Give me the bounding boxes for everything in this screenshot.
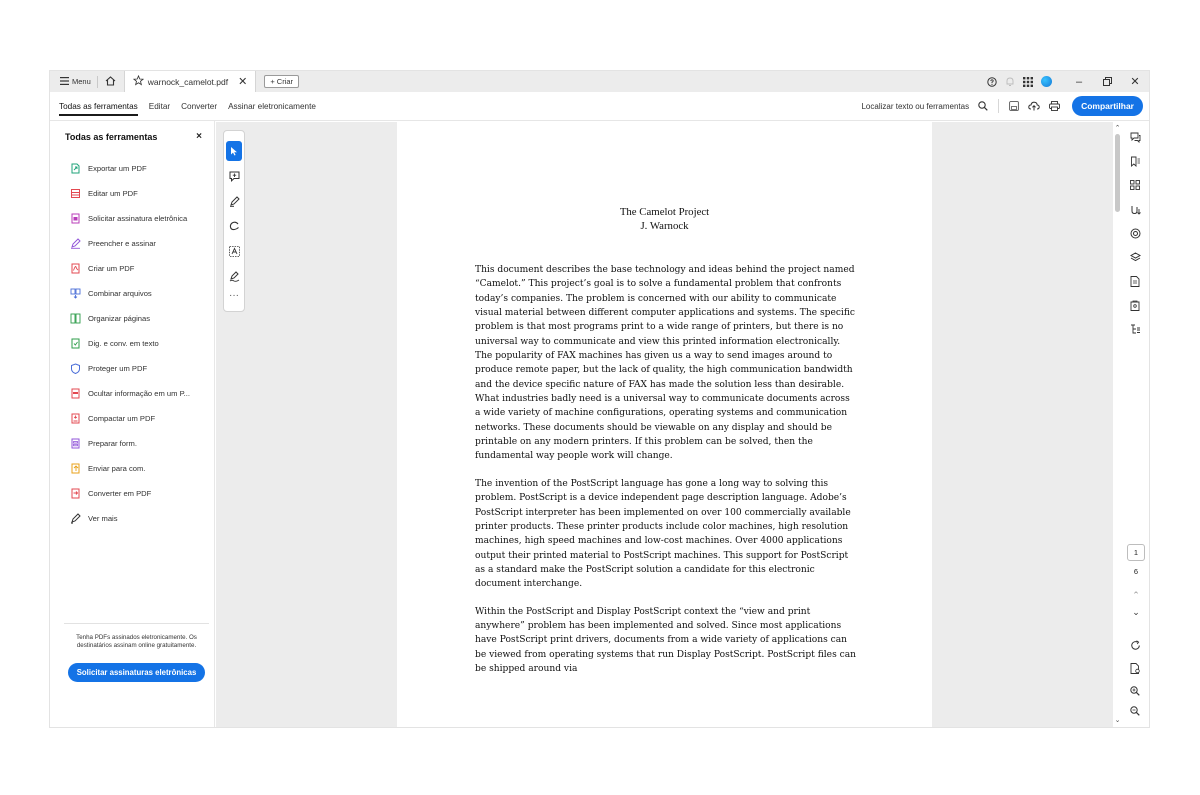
document-title [397,205,932,233]
tool-item-convert-pdf[interactable] [50,481,214,506]
redact-icon [70,388,81,399]
combine-files-icon [70,288,81,299]
tool-item-label: Converter em PDF [88,489,152,498]
tool-item-redact[interactable] [50,381,214,406]
close-panel-icon[interactable]: × [196,131,202,142]
layers-icon[interactable] [1127,225,1143,241]
create-pdf-icon [70,263,81,274]
minimize-button[interactable]: – [1075,75,1083,88]
fill-sign-icon [70,238,81,249]
tool-item-label: Enviar para com. [88,464,146,473]
send-comment-icon [70,463,81,474]
panel-header [50,121,214,142]
scan-ocr-icon [70,338,81,349]
prepare-form-icon [70,438,81,449]
request-signatures-button[interactable]: Solicitar assinaturas eletrônicas [68,663,205,682]
scroll-thumb[interactable] [1115,134,1120,212]
edit-pdf-icon [70,188,81,199]
comment-icon [229,171,240,182]
tools-list [50,156,214,531]
all-tools-panel [50,121,215,728]
zoom-in-icon[interactable] [1127,683,1143,699]
tool-item-label: Proteger um PDF [88,364,148,373]
highlight-button[interactable] [224,189,244,214]
tab-all-tools[interactable]: Todas as ferramentas [59,94,138,118]
tool-item-label: Exportar um PDF [88,164,147,173]
rotate-icon[interactable] [1127,637,1143,653]
request-signature-icon [70,213,81,224]
protect-pdf-icon [70,363,81,374]
draw-button[interactable] [224,214,244,239]
paragraph: The invention of the PostScript language has gone a long way to solving this problem. PostScript is a device independent page description language. Adobe’s PostScript interpreter has been implemented on over 100 commercially available printer products. These printer products include color machines, high resolution machines, high speed machines and low-cost machines. Over 4000 applications output their printed material to PostScript machines. This support for PostScript as a standard make the PostScript solution a candidate for this electronic document interchange. [475,478,851,590]
pen-icon [229,196,240,207]
paragraph: This document describes the base technology and ideas behind the project named “Camelot.” This project’s goal is to solve a fundamental problem that confronts today’s companies. The problem is concerned with our ability to communicate visual material between different computer applications and systems. The specific problem is that most programs print to a wide range of printers, but there is no universal way to communicate and view this printed information electronically. The popularity of FAX machines has given us a way to send images around to produce remote paper, but the lack of quality, the high communication bandwidth and the device specific nature of FAX has made the solution less than desirable. What industries badly need is a universal way to communicate documents across a wide variety of machine configurations, operating systems and communication networks. These documents should be viewable on any display and should be printable on any modern printers. If this problem can be solved, then the fundamental way people work will change. [475,265,855,462]
restore-button[interactable] [1093,71,1121,92]
tool-item-prepare-form[interactable] [50,431,214,456]
apps-grid-icon[interactable] [1020,74,1036,90]
home-icon [105,76,116,88]
tool-item-create-pdf[interactable] [50,256,214,281]
acrobat-window [49,70,1150,728]
tool-item-label: Solicitar assinatura eletrônica [88,214,188,223]
tool-item-combine-files[interactable] [50,281,214,306]
title-bar [50,71,1149,92]
comments-panel-icon[interactable] [1127,129,1143,145]
convert-pdf-icon [70,488,81,499]
print-icon[interactable] [1044,96,1064,116]
document-tab[interactable] [124,71,257,92]
select-tool-button[interactable] [226,141,242,161]
organize-pages-icon [70,313,81,324]
scroll-down-icon[interactable]: ⌄ [1114,717,1121,724]
signature-promo [64,623,209,682]
document-properties-icon[interactable] [1127,273,1143,289]
export-pdf-icon [70,163,81,174]
vertical-scrollbar[interactable] [1113,122,1122,728]
thumbnails-icon[interactable] [1127,177,1143,193]
tool-item-label: Preparar form. [88,439,137,448]
paragraph: Within the PostScript and Display PostScript context the “view and print anywhere” problem has been implemented and solved. Since most applications have PostScript print drivers, documents from a wide variety of applications can be viewed from operating systems that run Display PostScript. PostScript files can be shipped around via [475,606,856,674]
compress-pdf-icon [70,413,81,424]
tab-convert[interactable]: Converter [181,102,218,111]
hamburger-icon [60,77,69,87]
create-button[interactable]: + Criar [264,75,299,88]
scroll-up-icon[interactable]: ⌃ [1114,125,1121,132]
see-more-icon [70,513,81,524]
title-line: The Camelot Project [619,206,710,218]
profile-avatar[interactable] [1038,74,1054,90]
previous-page-icon[interactable]: ⌃ [1132,590,1140,600]
tool-item-request-signature[interactable] [50,206,214,231]
help-icon[interactable] [984,74,1000,90]
sign-tool-button[interactable] [224,264,244,289]
signature-pen-icon [229,271,240,282]
tab-e-sign[interactable]: Assinar eletronicamente [228,102,316,111]
tool-item-send-comment[interactable] [50,456,214,481]
next-page-icon[interactable]: ⌄ [1132,607,1140,617]
tool-item-label: Compactar um PDF [88,414,156,423]
tool-item-see-more[interactable] [50,506,214,531]
close-window-button[interactable]: ✕ [1130,76,1140,88]
quick-tools-bar [223,130,245,312]
tool-item-label: Editar um PDF [88,189,138,198]
page-number-input[interactable]: 1 [1127,544,1145,561]
star-icon[interactable] [133,75,144,88]
search-icon[interactable] [973,96,993,116]
structure-tree-icon[interactable] [1127,321,1143,337]
cloud-upload-icon[interactable] [1024,96,1044,116]
titlebar-actions [983,71,1149,92]
tool-item-label: Ver mais [88,514,118,523]
tool-item-organize-pages[interactable] [50,306,214,331]
promo-text: Tenha PDFs assinados eletronicamente. Os destinatários assinam online gratuitamente. [76,634,197,650]
zoom-out-icon[interactable] [1127,703,1143,719]
pdf-page [397,122,932,728]
tool-item-label: Preencher e assinar [88,239,156,248]
page-display-icon[interactable] [1127,660,1143,676]
close-tab-icon[interactable]: ✕ [238,76,248,88]
panel-title: Todas as ferramentas [65,131,158,142]
share-button[interactable]: Compartilhar [1072,96,1143,116]
document-tab-name: warnock_camelot.pdf [147,76,229,87]
home-button[interactable] [98,71,124,92]
document-body [475,263,857,689]
tool-item-label: Organizar páginas [88,314,151,323]
bell-icon[interactable] [1002,74,1018,90]
tool-item-label: Criar um PDF [88,264,135,273]
tool-item-scan-ocr[interactable] [50,331,214,356]
add-comment-button[interactable] [224,164,244,189]
bookmarks-icon[interactable] [1127,153,1143,169]
text-box-icon [229,246,240,257]
tab-edit[interactable]: Editar [148,102,171,111]
tool-item-label: Ocultar informação em um P... [88,389,190,398]
document-canvas[interactable] [216,122,1113,728]
tool-item-fill-sign[interactable] [50,231,214,256]
freehand-icon [229,221,240,232]
cursor-icon [230,146,238,156]
tool-item-protect-pdf[interactable] [50,356,214,381]
attachments-icon[interactable] [1127,201,1143,217]
tool-item-edit-pdf[interactable] [50,181,214,206]
more-tools-icon[interactable]: ··· [229,290,239,301]
divider [998,99,999,113]
protect-icon[interactable] [1127,297,1143,313]
save-icon[interactable] [1004,96,1024,116]
menu-label: Menu [72,77,91,86]
avatar-icon [1041,76,1052,87]
tool-item-label: Dig. e conv. em texto [88,339,159,348]
tools-toolbar [50,92,1149,121]
toolbar-actions [861,92,1143,120]
tool-item-label: Combinar arquivos [88,289,152,298]
author-line: J. Warnock [640,220,689,232]
find-label[interactable]: Localizar texto ou ferramentas [861,101,970,111]
page-total: 6 [1133,567,1139,576]
tool-item-export-pdf[interactable] [50,156,214,181]
standards-icon[interactable] [1127,249,1143,265]
text-tool-button[interactable] [224,239,244,264]
tool-item-compress-pdf[interactable] [50,406,214,431]
menu-button[interactable] [50,71,97,92]
